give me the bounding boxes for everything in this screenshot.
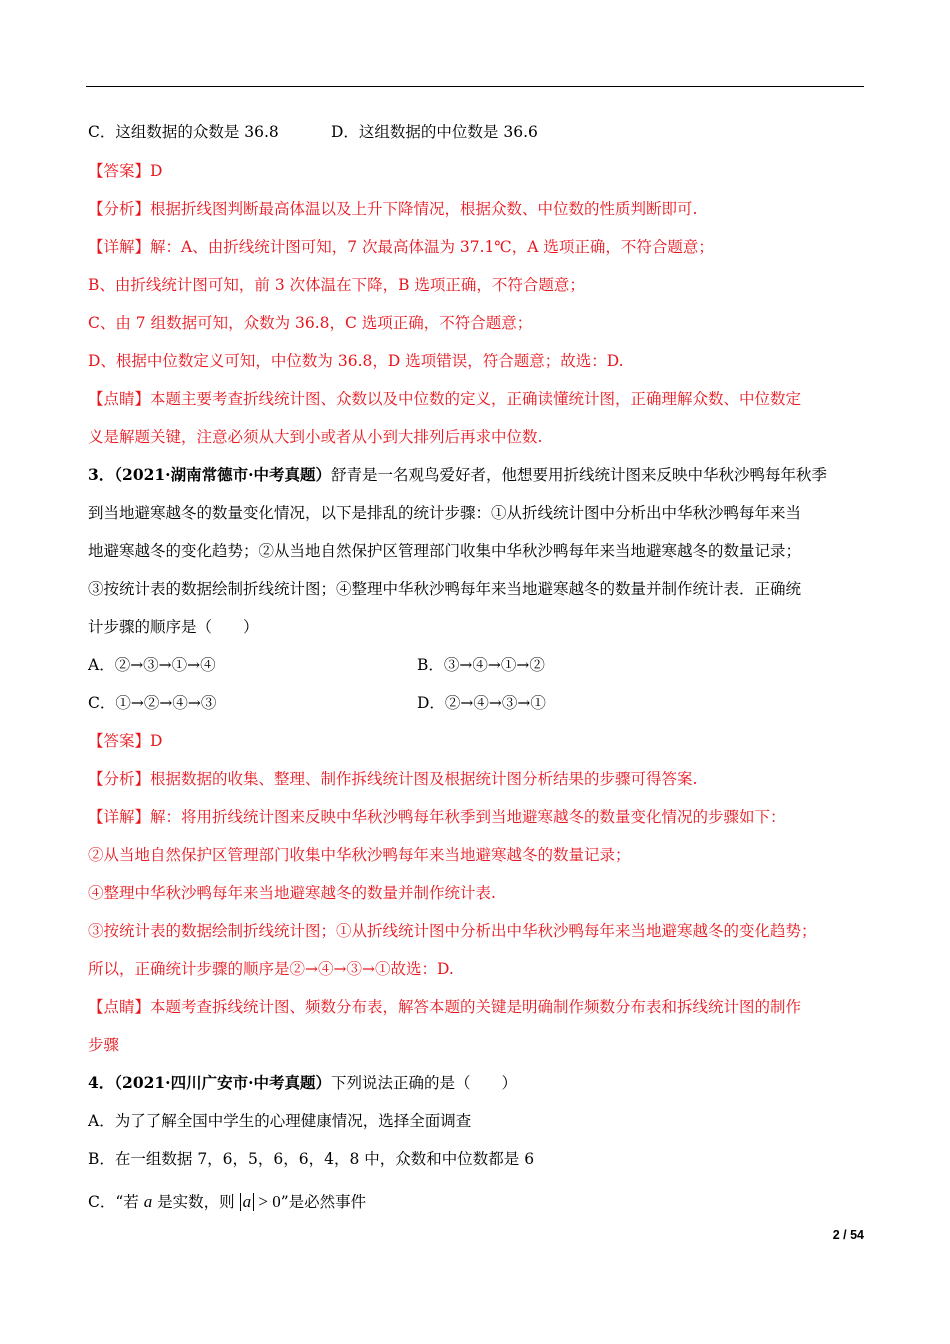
option-d-median: D．这组数据的中位数是 36.6 (331, 123, 538, 141)
question-3-options-cd (88, 693, 864, 713)
question-3-stem-e: 计步骤的顺序是（ ） (88, 618, 259, 636)
question-3-option-b: B．③→④→①→② (417, 656, 545, 674)
page-number: 2 / 54 (832, 1228, 864, 1242)
solution-2-line-d: ③按统计表的数据绘制折线统计图；①从折线统计图中分析出中华秋沙鸭每年来当地避寒越冬的变化趋势； (88, 922, 817, 940)
question-3-stem-b: 到当地避寒越冬的数量变化情况，以下是排乱的统计步骤：①从折线统计图中分析出中华秋沙鸭每年来当 (88, 504, 802, 522)
abs-variable: a (242, 1192, 252, 1211)
absolute-value (240, 1193, 255, 1211)
solution-2-line-b: ②从当地自然保护区管理部门收集中华秋沙鸭每年来当地避寒越冬的数量记录； (88, 846, 631, 864)
solution-2-line-c: ④整理中华秋沙鸭每年来当地避寒越冬的数量并制作统计表. (88, 884, 496, 902)
remark-1-line-b: 义是解题关键，注意必须从大到小或者从小到大排列后再求中位数. (88, 428, 543, 446)
question-3-option-d: D．②→④→③→① (417, 694, 546, 712)
question-4-option-a: A．为了了解全国中学生的心理健康情况，选择全面调查 (88, 1112, 472, 1130)
question-4-option-b: B．在一组数据 7，6，5，6，6，4，8 中，众数和中位数都是 6 (88, 1150, 535, 1168)
solution-1-line-b: B、由折线统计图可知，前 3 次体温在下降，B 选项正确，不符合题意； (88, 276, 585, 294)
question-3-option-c: C．①→②→④→③ (88, 694, 217, 712)
question-3-options-ab (88, 655, 864, 675)
inequality-rel: > 0 (254, 1192, 281, 1211)
question-4-text: 下列说法正确的是（ ） (330, 1074, 517, 1092)
question-4-source: 4．（2021·四川广安市·中考真题） (88, 1073, 331, 1092)
variable-a: a (143, 1192, 153, 1211)
option-c-mid: 是实数，则 (157, 1193, 235, 1211)
question-3-stem-d: ③按统计表的数据绘制折线统计图；④整理中华秋沙鸭每年来当地避寒越冬的数量并制作统计表．正确统 (88, 580, 802, 598)
option-c-suffix: ”是必然事件 (280, 1193, 367, 1211)
answer-1: 【答案】D (88, 162, 163, 180)
option-c-mode: C．这组数据的众数是 36.8 (88, 123, 279, 141)
solution-1-line-c: C、由 7 组数据可知，众数为 36.8，C 选项正确，不符合题意； (88, 314, 533, 332)
solution-2-line-e: 所以，正确统计步骤的顺序是②→④→③→①故选：D. (88, 960, 454, 978)
remark-1-line-a: 【点睛】本题主要考查折线统计图、众数以及中位数的定义，正确读懂统计图，正确理解众数、中位数定 (88, 390, 802, 408)
analysis-2: 【分析】根据数据的收集、整理、制作拆线统计图及根据统计图分析结果的步骤可得答案. (88, 770, 698, 788)
header-rule (86, 86, 864, 87)
solution-2-line-a: 【详解】解：将用折线统计图来反映中华秋沙鸭每年秋季到当地避寒越冬的数量变化情况的步骤如下： (88, 808, 786, 826)
question-3-source: 3．（2021·湖南常德市·中考真题） (88, 465, 331, 484)
analysis-1: 【分析】根据折线图判断最高体温以及上升下降情况，根据众数、中位数的性质判断即可. (88, 200, 698, 218)
question-3-stem-c: 地避寒越冬的变化趋势；②从当地自然保护区管理部门收集中华秋沙鸭每年来当地避寒越冬的数量记录； (88, 542, 802, 560)
answer-2: 【答案】D (88, 732, 163, 750)
question-4-option-c (88, 1192, 366, 1212)
solution-1-line-a: 【详解】解：A、由折线统计图可知，7 次最高体温为 37.1℃，A 选项正确，不符合题意； (88, 238, 714, 256)
remark-2-line-a: 【点睛】本题考查拆线统计图、频数分布表，解答本题的关键是明确制作频数分布表和拆线统计图的制作 (88, 998, 802, 1016)
question-3-stem-a (88, 465, 827, 485)
question-3-text: 舒青是一名观鸟爱好者，他想要用折线统计图来反映中华秋沙鸭每年秋季 (330, 466, 827, 484)
option-c-line (88, 122, 538, 142)
question-3-option-a: A．②→③→①→④ (88, 656, 216, 674)
remark-2-line-b: 步骤 (88, 1036, 120, 1054)
absolute-value-inequality (240, 1192, 281, 1211)
option-c-prefix: C．“若 (88, 1193, 139, 1211)
solution-1-line-d: D、根据中位数定义可知，中位数为 36.8，D 选项错误，符合题意；故选：D. (88, 352, 624, 370)
question-4-stem (88, 1073, 517, 1093)
